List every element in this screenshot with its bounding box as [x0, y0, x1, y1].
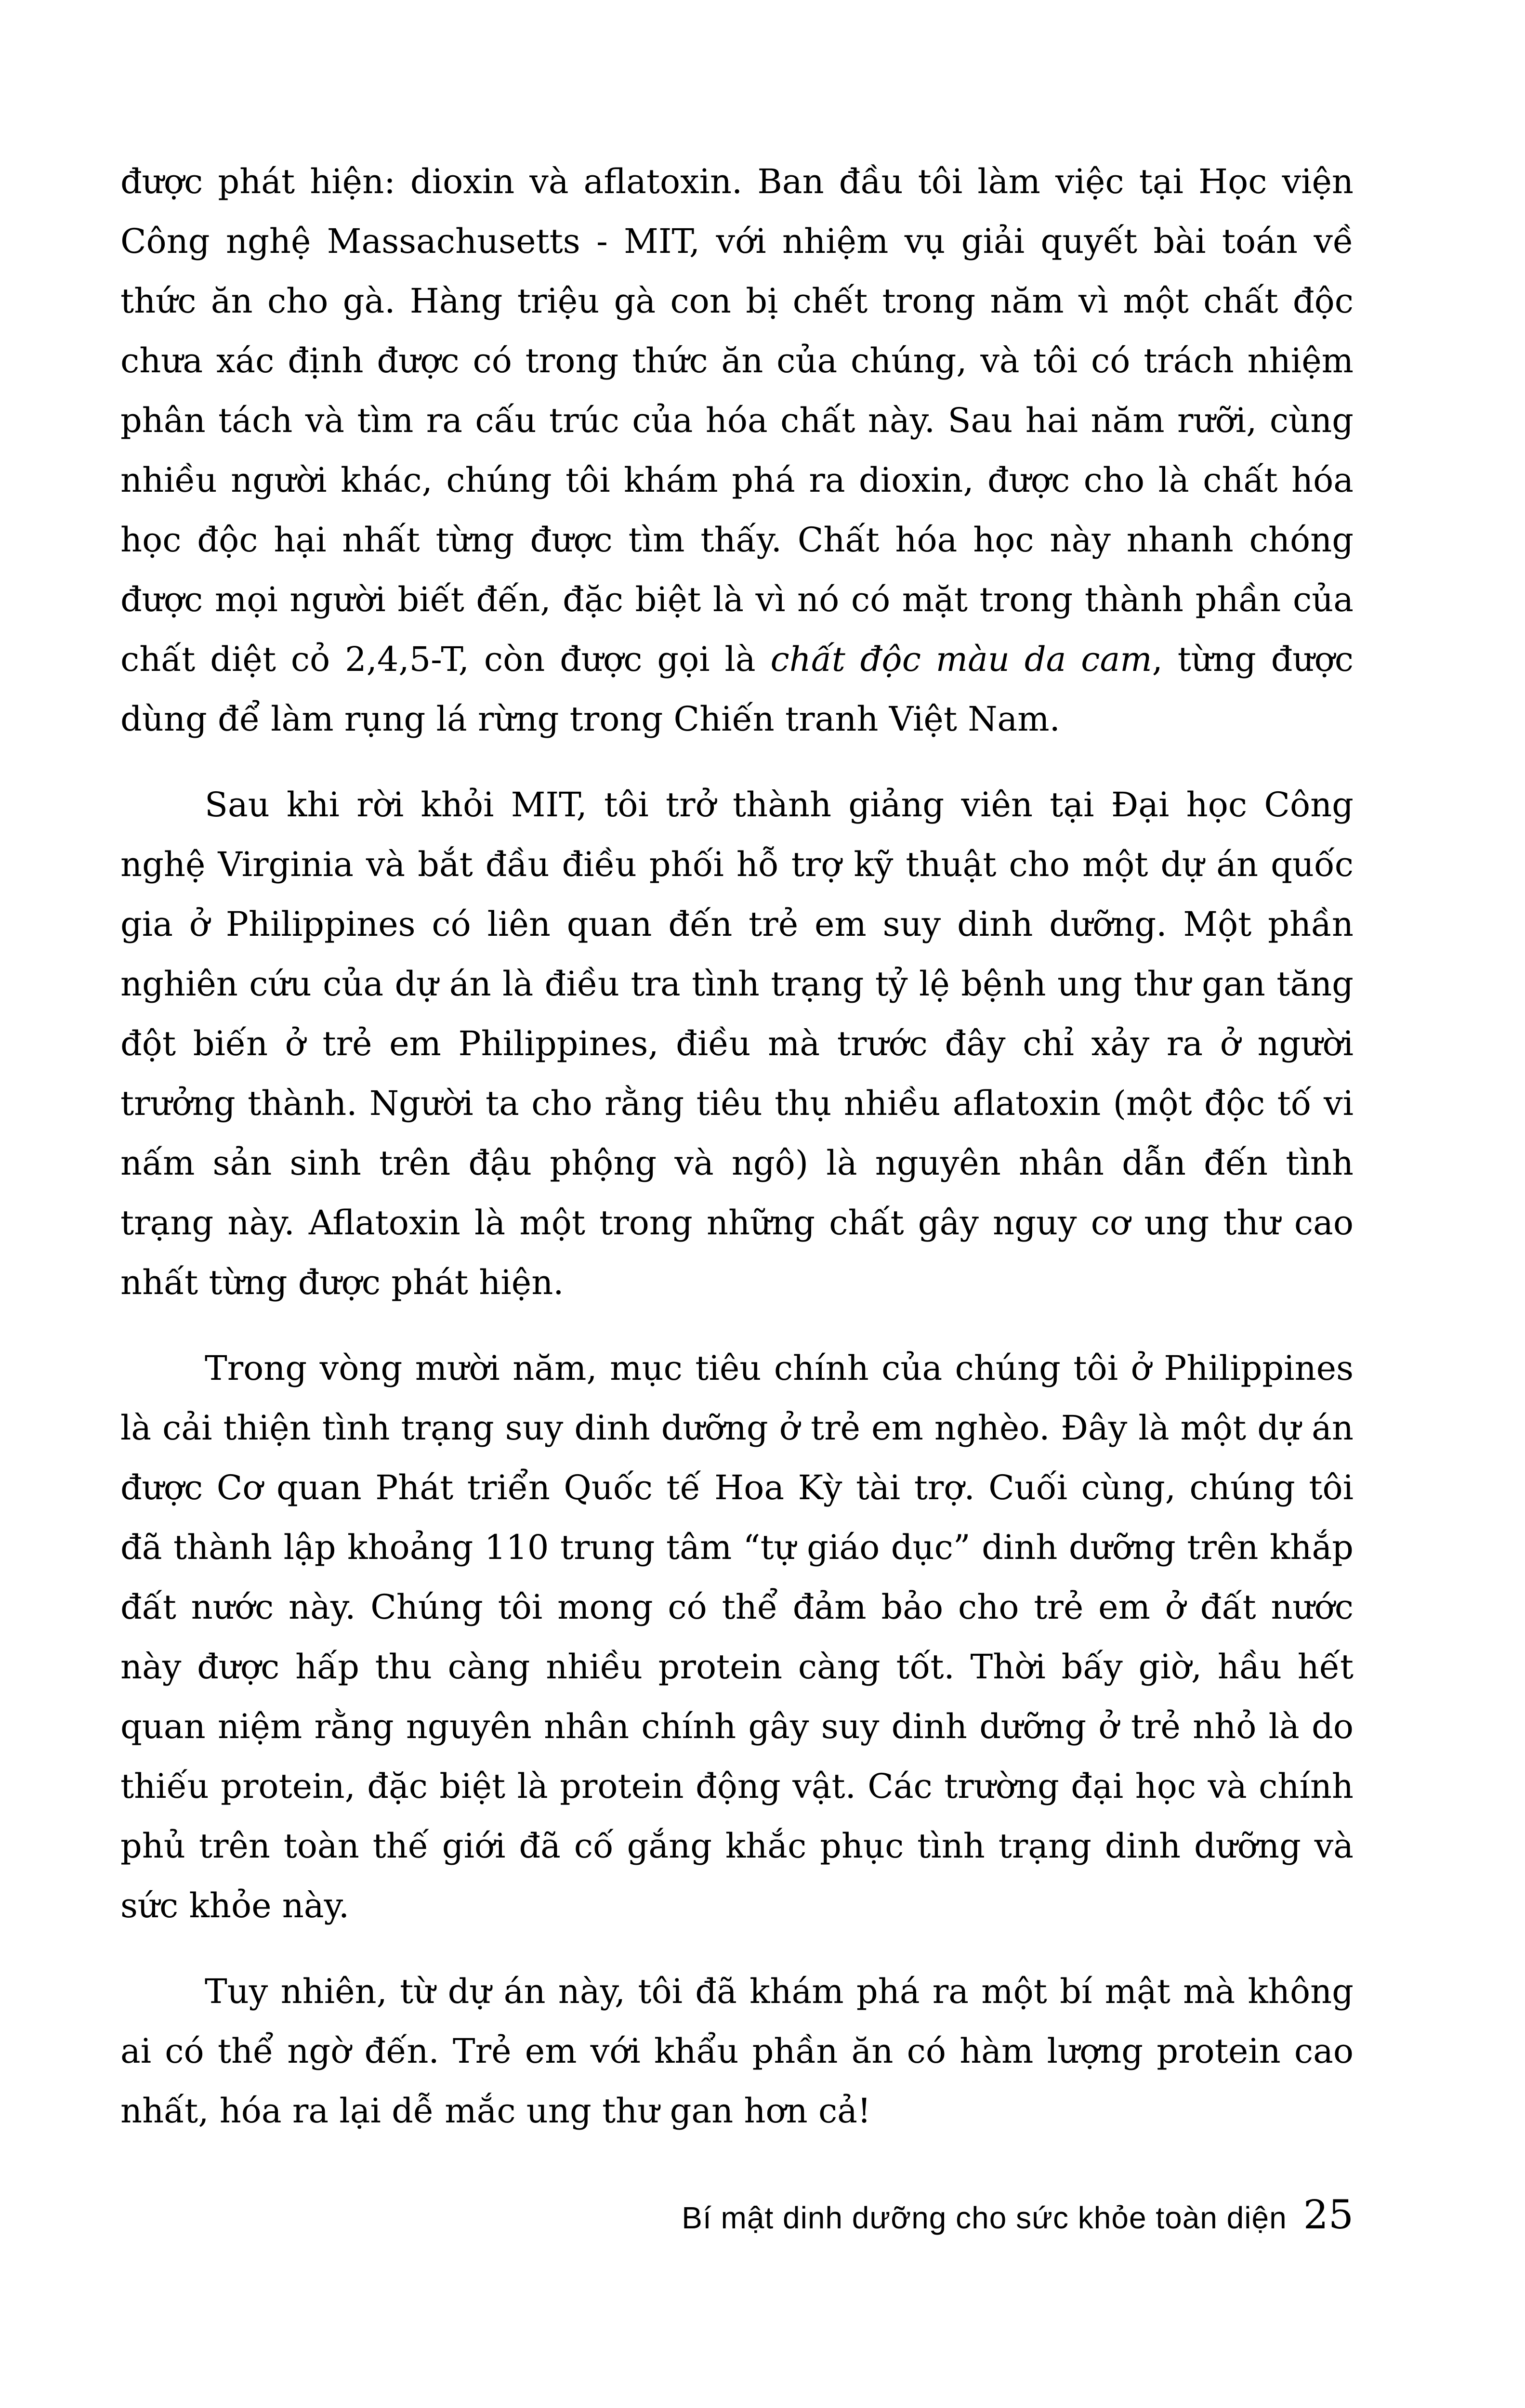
page-number: 25: [1303, 2192, 1354, 2238]
paragraph-4: Tuy nhiên, từ dự án này, tôi đã khám phá ra một bí mật mà không ai có thể ngờ đến. Trẻ em với khẩu phần ăn có hàm lượng protein cao nhất, hóa ra lại dễ mắc ung thư gan hơn cả!: [120, 1972, 1354, 2131]
paragraph-1: [120, 152, 1354, 749]
paragraph-3: Trong vòng mười năm, mục tiêu chính của chúng tôi ở Philippines là cải thiện tình trạng suy dinh dưỡng ở trẻ em nghèo. Đây là một dự án được Cơ quan Phát triển Quốc tế Hoa Kỳ tài trợ. Cuối cùng, chúng tôi đã thành lập khoảng 110 trung tâm “tự giáo dục” dinh dưỡng trên khắp đất nước này. Chúng tôi mong có thể đảm bảo cho trẻ em ở đất nước này được hấp thu càng nhiều protein càng tốt. Thời bấy giờ, hầu hết quan niệm rằng nguyên nhân chính gây suy dinh dưỡng ở trẻ nhỏ là do thiếu protein, đặc biệt là protein động vật. Các trường đại học và chính phủ trên toàn thế giới đã cố gắng khắc phục tình trạng dinh dưỡng và sức khỏe này.: [120, 1348, 1354, 1925]
paragraph-2: Sau khi rời khỏi MIT, tôi trở thành giảng viên tại Đại học Công nghệ Virginia và bắt đầu điều phối hỗ trợ kỹ thuật cho một dự án quốc gia ở Philippines có liên quan đến trẻ em suy dinh dưỡng. Một phần nghiên cứu của dự án là điều tra tình trạng tỷ lệ bệnh ung thư gan tăng đột biến ở trẻ em Philippines, điều mà trước đây chỉ xảy ra ở người trưởng thành. Người ta cho rằng tiêu thụ nhiều aflatoxin (một độc tố vi nấm sản sinh trên đậu phộng và ngô) là nguyên nhân dẫn đến tình trạng này. Aflatoxin là một trong những chất gây nguy cơ ung thư cao nhất từng được phát hiện.: [120, 785, 1354, 1302]
paragraph-1-text: được phát hiện: dioxin và aflatoxin. Ban đầu tôi làm việc tại Học viện Công nghệ Massachusetts - MIT, với nhiệm vụ giải quyết bài toán về thức ăn cho gà. Hàng triệu gà con bị chết trong năm vì một chất độc chưa xác định được có trong thức ăn của chúng, và tôi có trách nhiệm phân tách và tìm ra cấu trúc của hóa chất này. Sau hai năm rưỡi, cùng nhiều người khác, chúng tôi khám phá ra dioxin, được cho là chất hóa học độc hại nhất từng được tìm thấy. Chất hóa học này nhanh chóng được mọi người biết đến, đặc biệt là vì nó có mặt trong thành phần của chất diệt cỏ 2,4,5-T, còn được gọi là: [120, 162, 1354, 679]
paragraph-1-tail: , từng được dùng để làm rụng lá rừng trong Chiến tranh Việt Nam.: [120, 640, 1354, 739]
body-text: [120, 152, 1354, 2167]
page-footer: [120, 2194, 1354, 2251]
italic-term: chất độc màu da cam: [770, 640, 1152, 679]
running-head: Bí mật dinh dưỡng cho sức khỏe toàn diện: [682, 2200, 1287, 2235]
